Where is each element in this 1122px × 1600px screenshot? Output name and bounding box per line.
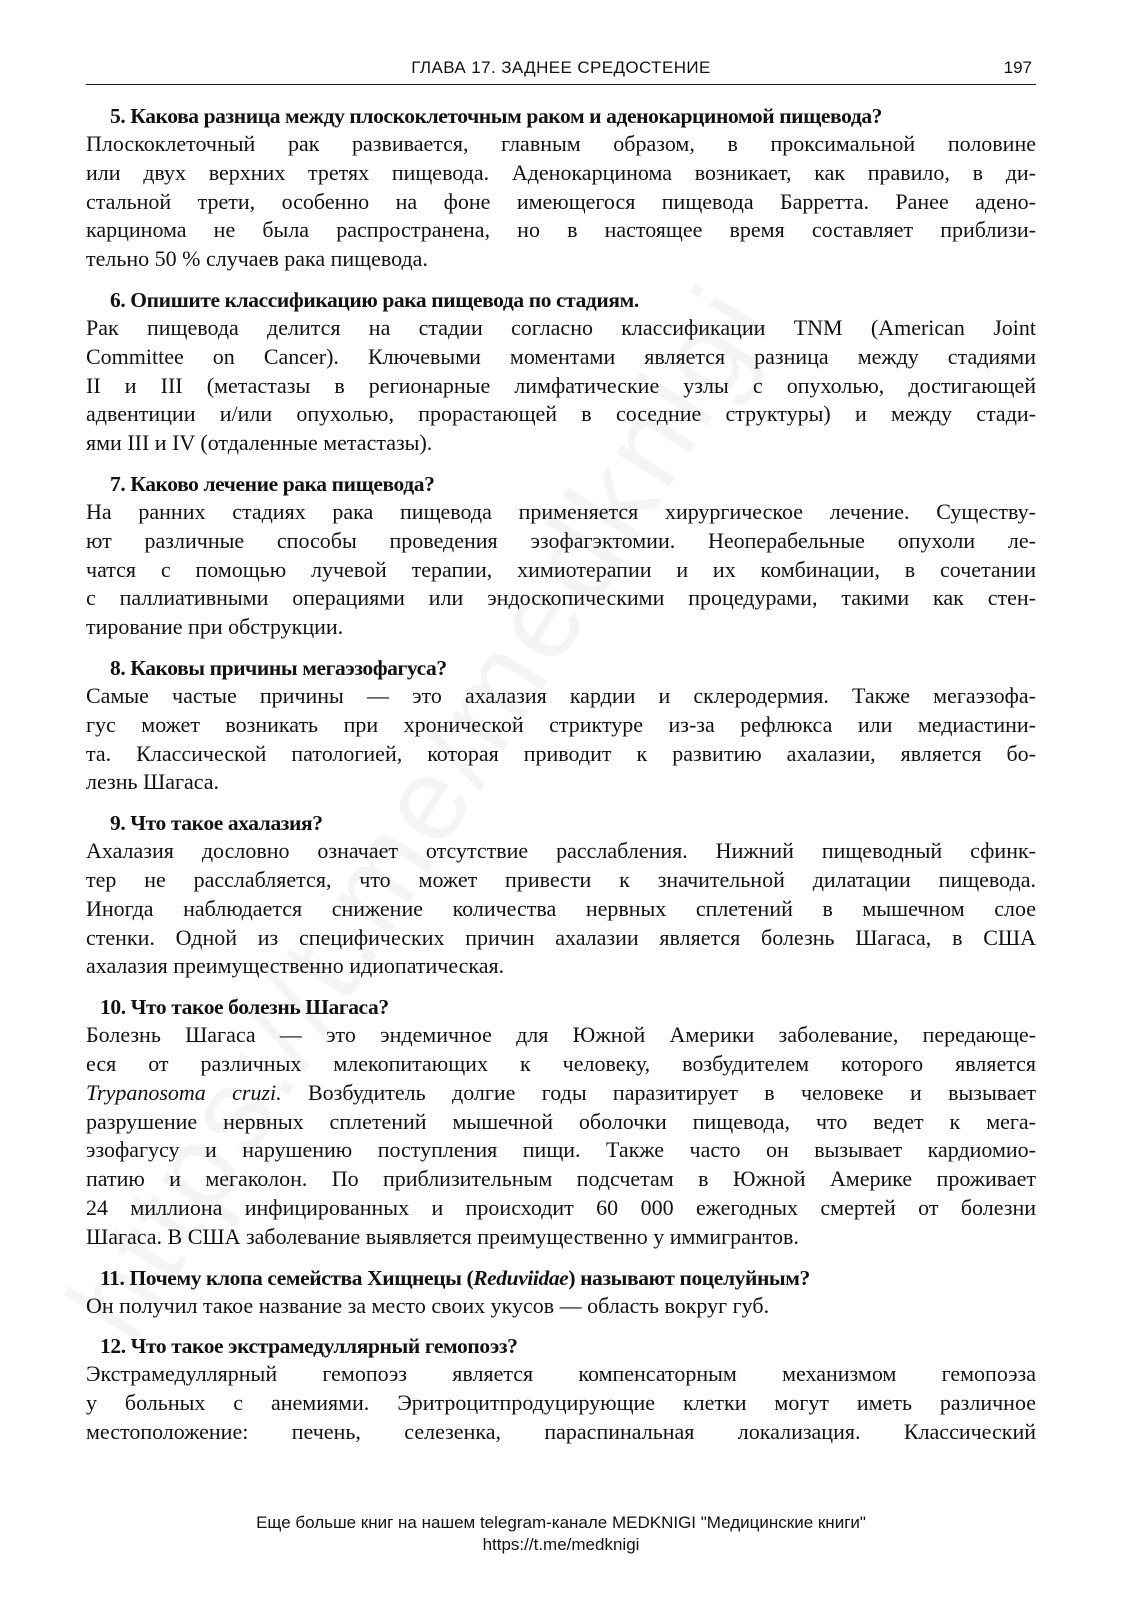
footer-promo <box>0 1512 1122 1556</box>
text-line: еся от различных млекопитающих к человеку, возбудителем которого является <box>86 1050 1036 1076</box>
question-heading: 9. Что такое ахалазия? <box>110 811 323 836</box>
text-line: патию и мегаколон. По приблизительным подсчетам в Южной Америке проживает <box>86 1166 1036 1192</box>
text-line: 24 миллиона инфицированных и происходит 60 000 ежегодных смертей от болезни <box>86 1194 1036 1220</box>
text-line: эзофагусу и нарушению поступления пищи. Также часто он вызывает кардиомио- <box>86 1137 1036 1163</box>
text-line: лезнь Шагаса. <box>86 769 220 795</box>
question-part: 11. Почему клопа семейства Хищнецы ( <box>100 1265 474 1290</box>
question-heading: 7. Каково лечение рака пищевода? <box>110 471 435 496</box>
section-6 <box>86 286 1036 458</box>
text-line: адвентиции и/или опухолью, прорастающей в соседние структуры) и между стади- <box>86 401 1036 427</box>
text-line: карцинома не была распространена, но в настоящее время составляет приблизи- <box>86 217 1036 243</box>
text-line: Самые частые причины — это ахалазия кардии и склеродермия. Также мегаэзофа- <box>86 682 1036 708</box>
text-line: тер не расслабляется, что может привести к значительной дилатации пищевода. <box>86 866 1036 892</box>
footer-line: Еще больше книг на нашем telegram-канале MEDKNIGI "Медицинские книги" <box>256 1513 866 1532</box>
question-heading: 12. Что такое экстрамедуллярный гемопоэз? <box>100 1334 518 1359</box>
text-line: ют различные способы проведения эзофагэктомии. Неоперабельные опухоли ле- <box>86 527 1036 553</box>
footer-link[interactable]: https://t.me/medknigi <box>482 1535 640 1554</box>
text-fragment: Возбудитель долгие годы паразитирует в человеке и вызывает <box>281 1079 1037 1105</box>
answer-text <box>86 1021 1036 1251</box>
text-line: стальной трети, особенно на фоне имеющегося пищевода Барретта. Ранее адено- <box>86 188 1036 214</box>
question-heading: 10. Что такое болезнь Шагаса? <box>100 995 389 1020</box>
question-heading: 5. Какова разница между плоскоклеточным раком и аденокарциномой пищевода? <box>110 104 883 128</box>
text-line: ями III и IV (отдаленные метастазы). <box>86 430 433 456</box>
text-line: Болезнь Шагаса — это эндемичное для Южной Америки заболевание, передающе- <box>86 1022 1036 1048</box>
answer-text <box>86 498 1036 642</box>
text-line-with-italic <box>86 1079 1036 1108</box>
text-line: Он получил такое название за место своих укусов — область вокруг губ. <box>86 1292 770 1318</box>
text-line: Шагаса. В США заболевание выявляется преимущественно у иммигрантов. <box>86 1223 799 1249</box>
text-line: местоположение: печень, селезенка, параспинальная локализация. Классический <box>86 1418 1036 1444</box>
text-line: чатся с помощью лучевой терапии, химиотерапии и их комбинации, в сочетании <box>86 556 1036 582</box>
page-number: 197 <box>1003 58 1032 77</box>
text-line: II и III (метастазы в регионарные лимфатические узлы с опухолью, достигающей <box>86 372 1036 398</box>
text-line: разрушение нервных сплетений мышечной оболочки пищевода, что ведет к мега- <box>86 1108 1036 1134</box>
section-12 <box>86 1332 1036 1446</box>
text-line: тирование при обструкции. <box>86 614 344 640</box>
text-line: Экстрамедуллярный гемопоэз является компенсаторным механизмом гемопоэза <box>86 1361 1036 1387</box>
section-11 <box>86 1264 1036 1321</box>
text-line: ахалазия преимущественно идиопатическая. <box>86 953 505 979</box>
section-9 <box>86 809 1036 981</box>
running-head <box>86 56 1036 85</box>
text-line: тельно 50 % случаев рака пищевода. <box>86 246 428 272</box>
section-10 <box>86 993 1036 1251</box>
section-7 <box>86 470 1036 642</box>
text-line: с паллиативными операциями или эндоскопическими процедурами, такими как стен- <box>86 585 1036 611</box>
page-body <box>86 102 1036 1459</box>
text-line: Иногда наблюдается снижение количества нервных сплетений в мышечном слое <box>86 895 1036 921</box>
italic-term: Trypanosoma cruzi. <box>86 1079 282 1105</box>
answer-text <box>86 130 1036 274</box>
text-line: та. Классической патологией, которая приводит к развитию ахалазии, является бо- <box>86 740 1036 766</box>
text-line: Committee on Cancer). Ключевыми моментами является разница между стадиями <box>86 343 1036 369</box>
answer-text <box>86 314 1036 458</box>
section-8 <box>86 654 1036 797</box>
chapter-title: ГЛАВА 17. ЗАДНЕЕ СРЕДОСТЕНИЕ <box>411 58 711 77</box>
answer-text <box>86 682 1036 797</box>
text-line: Рак пищевода делится на стадии согласно классификации TNM (American Joint <box>86 314 1036 340</box>
text-line: На ранних стадиях рака пищевода применяется хирургическое лечение. Существу- <box>86 498 1036 524</box>
question-heading: 6. Опишите классификацию рака пищевода по стадиям. <box>110 287 639 312</box>
text-line: Плоскоклеточный рак развивается, главным образом, в проксимальной половине <box>86 131 1036 156</box>
text-line: Ахалазия дословно означает отсутствие расслабления. Нижний пищеводный сфинк- <box>86 838 1036 864</box>
answer-text <box>86 1292 1036 1321</box>
text-line: у больных с анемиями. Эритроцитпродуцирующие клетки могут иметь различное <box>86 1390 1036 1416</box>
answer-text <box>86 1360 1036 1446</box>
question-part: ) называют поцелуйным? <box>568 1265 810 1290</box>
text-line: или двух верхних третях пищевода. Аденокарцинома возникает, как правило, в ди- <box>86 159 1036 185</box>
text-line: стенки. Одной из специфических причин ахалазии является болезнь Шагаса, в США <box>86 924 1036 950</box>
italic-term: Reduviidae <box>473 1265 569 1290</box>
question-heading: 8. Каковы причины мегаэзофагуса? <box>110 655 447 680</box>
answer-text <box>86 837 1036 981</box>
text-line: гус может возникать при хронической стриктуре из-за рефлюкса или медиастини- <box>86 711 1036 737</box>
question-heading <box>86 1264 1036 1292</box>
section-5 <box>86 102 1036 274</box>
